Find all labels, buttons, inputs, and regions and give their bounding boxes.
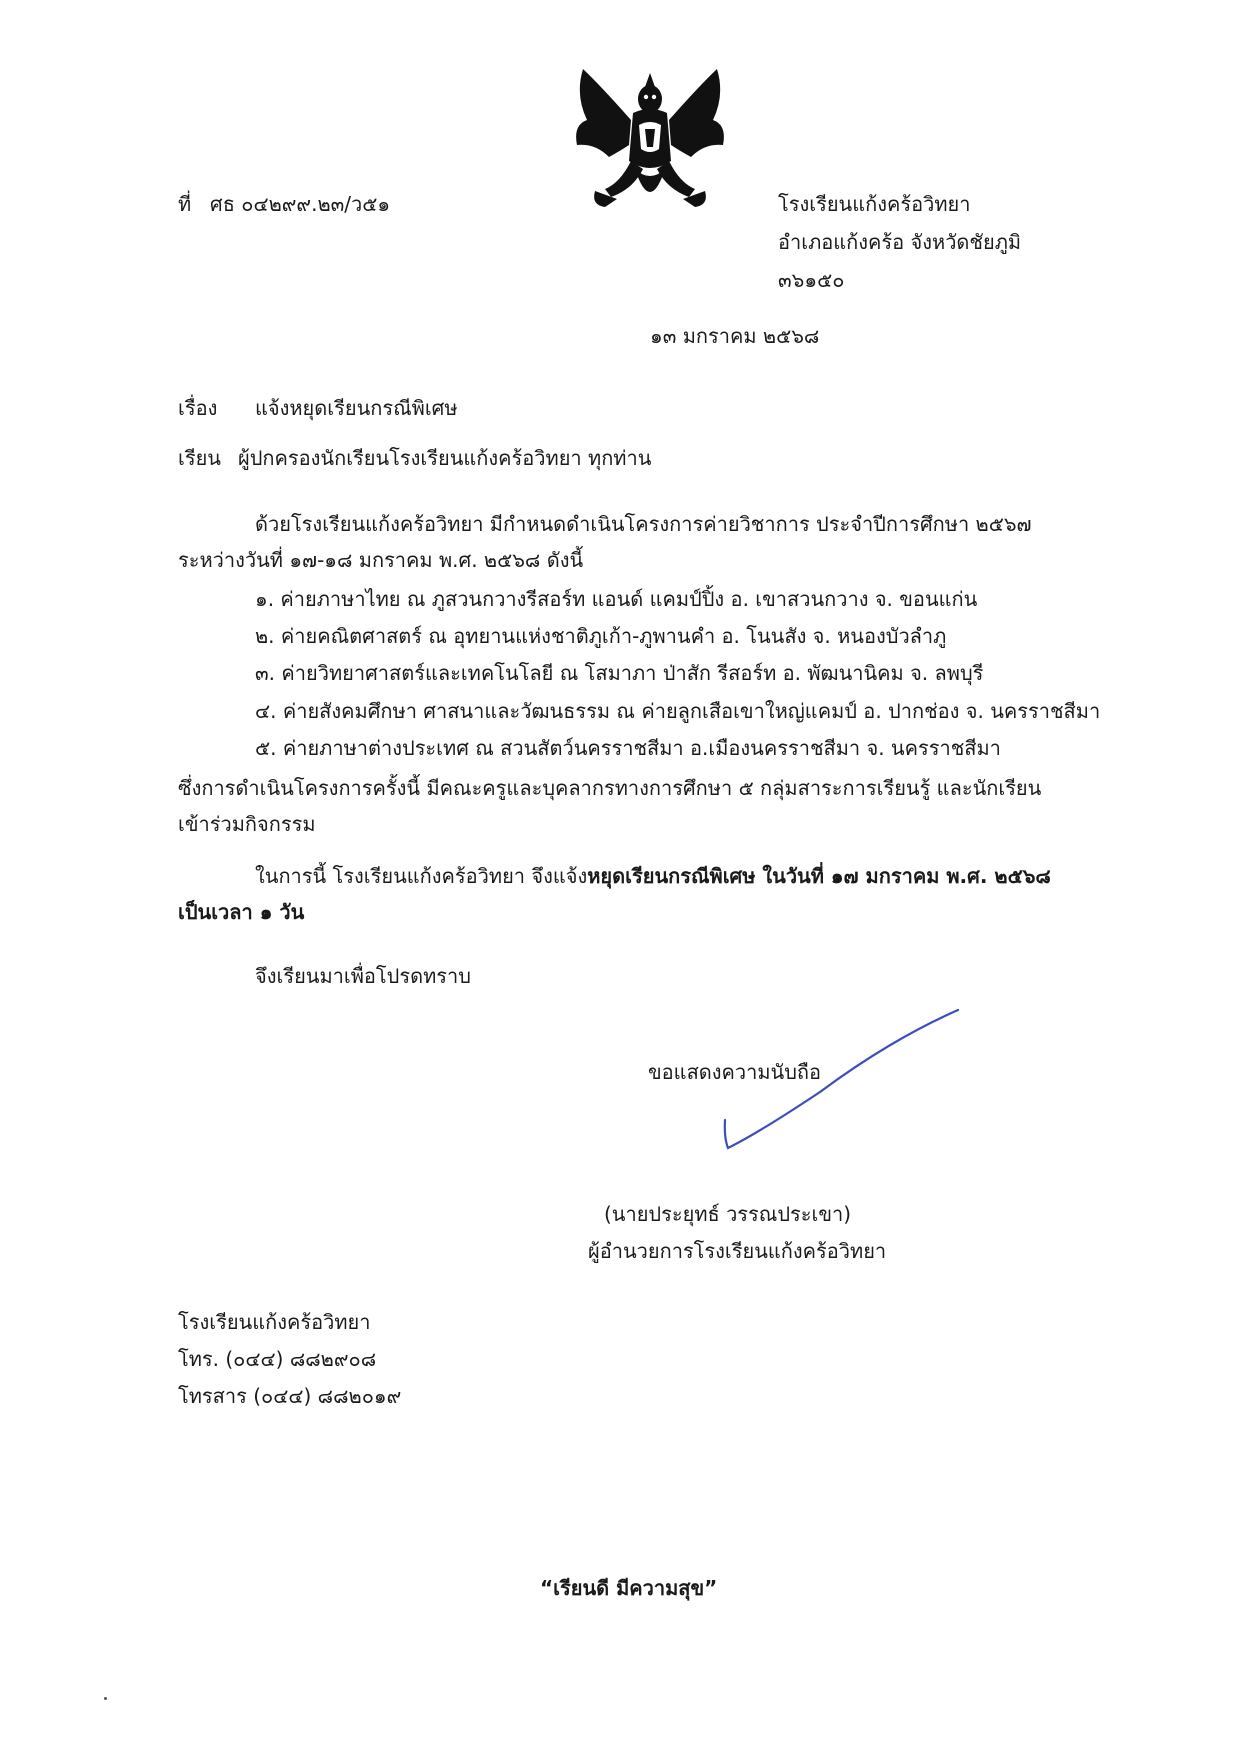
letter-date: ๑๓ มกราคม ๒๕๖๘	[650, 324, 820, 348]
camp-list-item: ๔. ค่ายสังคมศึกษา ศาสนาและวัฒนธรรม ณ ค่ายลูกเสือเขาใหญ่แคมป์ อ. ปากช่อง จ. นครราชสีมา	[255, 699, 1101, 723]
signatory-position: ผู้อำนวยการโรงเรียนแก้งคร้อวิทยา	[588, 1239, 887, 1263]
contact-fax: โทรสาร (๐๔๔) ๘๘๒๐๑๙	[178, 1384, 402, 1408]
camp-list-item: ๕. ค่ายภาษาต่างประเทศ ณ สวนสัตว์นครราชสีมา อ.เมืองนครราชสีมา จ. นครราชสีมา	[255, 736, 1001, 760]
school-address-postcode: ๓๖๑๕๐	[778, 268, 845, 292]
body-paragraph-1-line-2: ระหว่างวันที่ ๑๗-๑๘ มกราคม พ.ศ. ๒๕๖๘ ดังนี้	[178, 548, 584, 572]
body-paragraph-1-line-1: ด้วยโรงเรียนแก้งคร้อวิทยา มีกำหนดดำเนินโครงการค่ายวิชาการ ประจำปีการศึกษา ๒๕๖๗	[255, 512, 1032, 536]
school-address-name: โรงเรียนแก้งคร้อวิทยา	[778, 192, 971, 216]
contact-phone: โทร. (๐๔๔) ๘๘๒๙๐๘	[178, 1347, 377, 1371]
school-address-district: อำเภอแก้งคร้อ จังหวัดชัยภูมิ	[778, 230, 1022, 254]
handwritten-signature	[700, 1000, 980, 1170]
scan-speck	[104, 1697, 107, 1700]
recipient-label: เรียน	[178, 446, 221, 470]
closing-request: จึงเรียนมาเพื่อโปรดทราบ	[255, 964, 471, 988]
body-paragraph-2-line-1: ซึ่งการดำเนินโครงการครั้งนี้ มีคณะครูและบุคลากรทางการศึกษา ๕ กลุ่มสาระการเรียนรู้ และนักเรียน	[178, 776, 1042, 800]
school-motto: “เรียนดี มีความสุข”	[540, 1576, 718, 1600]
camp-list-item: ๒. ค่ายคณิตศาสตร์ ณ อุทยานแห่งชาติภูเก้า-ภูพานคำ อ. โนนสัง จ. หนองบัวลำภู	[255, 624, 947, 648]
contact-school: โรงเรียนแก้งคร้อวิทยา	[178, 1310, 371, 1334]
body-paragraph-2-line-2: เข้าร่วมกิจกรรม	[178, 812, 316, 836]
reference-number: ศธ ๐๔๒๙๙.๒๓/ว๕๑	[210, 192, 391, 216]
body-paragraph-3-emphasis: หยุดเรียนกรณีพิเศษ ในวันที่ ๑๗ มกราคม พ.ศ. ๒๕๖๘	[587, 864, 1051, 888]
body-paragraph-3-normal: ในการนี้ โรงเรียนแก้งคร้อวิทยา จึงแจ้ง	[255, 864, 588, 888]
signature-closing: ขอแสดงความนับถือ	[648, 1060, 822, 1084]
signatory-name: (นายประยุทธ์ วรรณประเขา)	[604, 1202, 852, 1226]
subject-text: แจ้งหยุดเรียนกรณีพิเศษ	[255, 396, 458, 420]
subject-label: เรื่อง	[178, 396, 218, 420]
body-paragraph-3-line-2: เป็นเวลา ๑ วัน	[178, 900, 305, 924]
camp-list-item: ๑. ค่ายภาษาไทย ณ ภูสวนกวางรีสอร์ท แอนด์ แคมป์ปิ้ง อ. เขาสวนกวาง จ. ขอนแก่น	[255, 587, 978, 611]
recipient-text: ผู้ปกครองนักเรียนโรงเรียนแก้งคร้อวิทยา ทุกท่าน	[238, 446, 652, 470]
reference-label: ที่	[178, 192, 192, 216]
garuda-emblem-icon	[565, 65, 735, 225]
camp-list-item: ๓. ค่ายวิทยาศาสตร์และเทคโนโลยี ณ โสมาภา ป่าสัก รีสอร์ท อ. พัฒนานิคม จ. ลพบุรี	[255, 661, 984, 685]
body-paragraph-3-line-1	[255, 862, 1051, 890]
